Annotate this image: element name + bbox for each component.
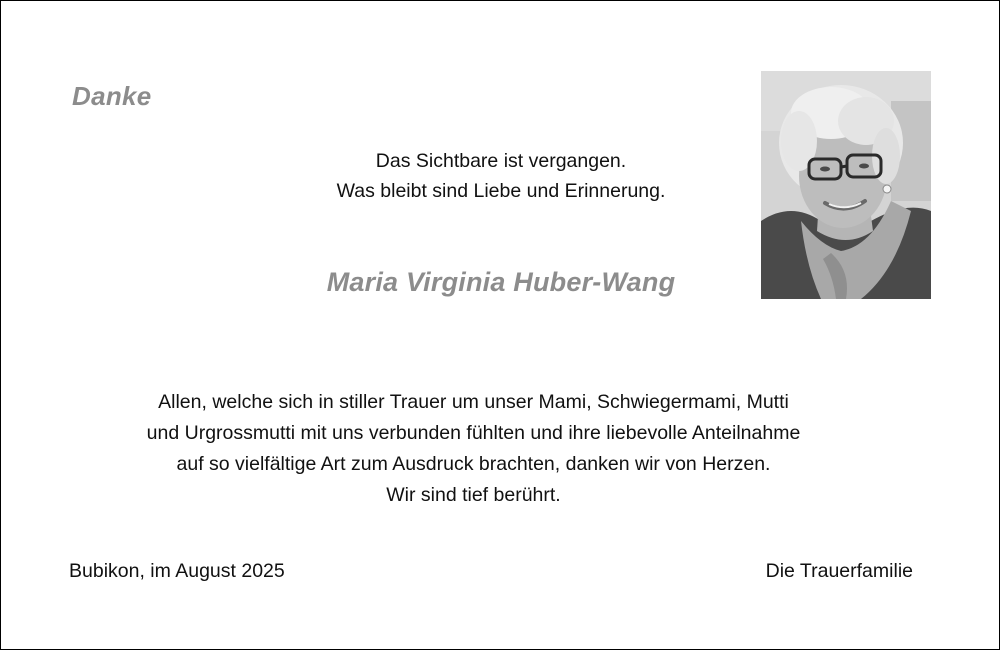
quote-line: Das Sichtbare ist vergangen. [375, 150, 627, 172]
thank-you-message [41, 387, 906, 511]
notice-heading: Danke [72, 81, 152, 111]
portrait-photo-icon [761, 71, 931, 299]
message-line: Allen, welche sich in stiller Trauer um unser Mami, Schwiegermami, Mutti [158, 391, 789, 413]
family-signature: Die Trauerfamilie [765, 560, 913, 582]
message-line: auf so vielfältige Art zum Ausdruck brachten, danken wir von Herzen. [176, 453, 771, 475]
place-date: Bubikon, im August 2025 [69, 560, 285, 582]
quote-line: Was bleibt sind Liebe und Erinnerung. [336, 180, 666, 202]
memorial-quote [251, 146, 751, 206]
portrait-photo [761, 71, 931, 299]
deceased-name: Maria Virginia Huber-Wang [326, 267, 676, 297]
message-line: Wir sind tief berührt. [386, 484, 561, 506]
message-line: und Urgrossmutti mit uns verbunden fühlten und ihre liebevolle Anteilnahme [146, 422, 801, 444]
